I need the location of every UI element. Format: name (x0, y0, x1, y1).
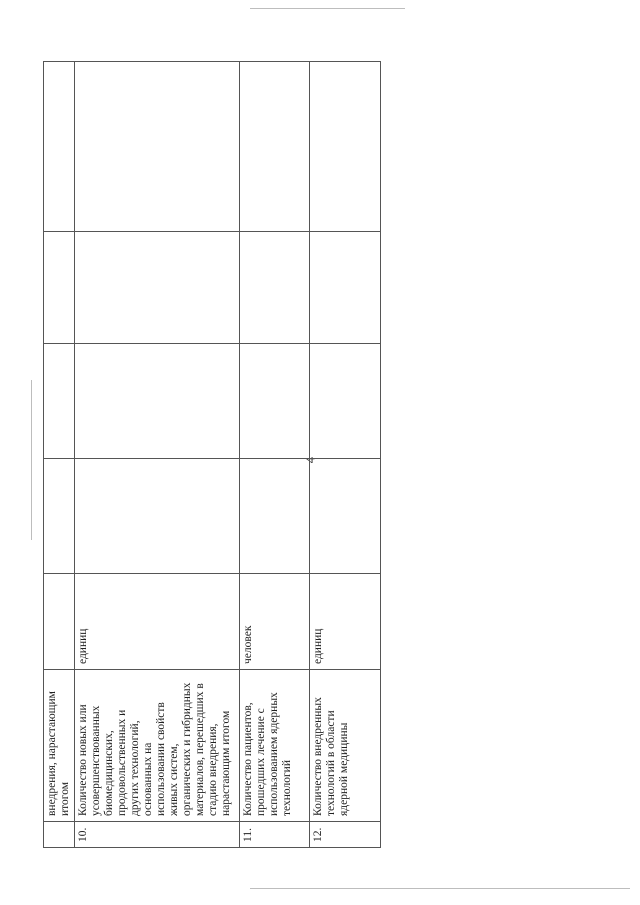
value-cell (310, 344, 381, 459)
value-cell (75, 344, 240, 459)
table-row (75, 62, 240, 848)
value-cell (44, 344, 75, 459)
value-cell (44, 232, 75, 344)
scan-edge-top (250, 8, 405, 9)
table-row (240, 62, 310, 848)
indicators-table (43, 61, 381, 848)
unit-cell: единиц (75, 574, 240, 670)
scan-edge-left (31, 380, 32, 540)
rotated-table-container (43, 62, 363, 848)
unit-cell: единиц (310, 574, 381, 670)
row-number-cell: 11. (240, 822, 310, 848)
table-row (310, 62, 381, 848)
page-number: 4 (302, 456, 318, 464)
value-cell (240, 344, 310, 459)
value-cell (44, 459, 75, 574)
indicator-name-cell: Количество внедренных технологий в области ядерной медицины (310, 670, 381, 822)
value-cell (75, 232, 240, 344)
table-row (44, 62, 75, 848)
value-cell (75, 459, 240, 574)
row-number-cell: 12. (310, 822, 381, 848)
value-cell (240, 459, 310, 574)
indicator-name-cell: Количество новых или усовершенствованных биомедицинских, продовольственных и других технологий, основанных на использовании свойств живых систем, органических и гибридных материалов, перешедших в стадию внедрения, нарастающим итогом (75, 670, 240, 822)
row-number-cell (44, 822, 75, 848)
value-cell (310, 62, 381, 232)
unit-cell (44, 574, 75, 670)
row-number-cell: 10. (75, 822, 240, 848)
value-cell (240, 232, 310, 344)
indicator-name-cell: внедрения, нарастающим итогом (44, 670, 75, 822)
unit-cell: человек (240, 574, 310, 670)
value-cell (240, 62, 310, 232)
value-cell (75, 62, 240, 232)
indicator-name-cell: Количество пациентов, прошедших лечение с использованием ядерных технологий (240, 670, 310, 822)
value-cell (44, 62, 75, 232)
value-cell (310, 232, 381, 344)
value-cell (310, 459, 381, 574)
scan-edge-bottom (250, 888, 630, 889)
